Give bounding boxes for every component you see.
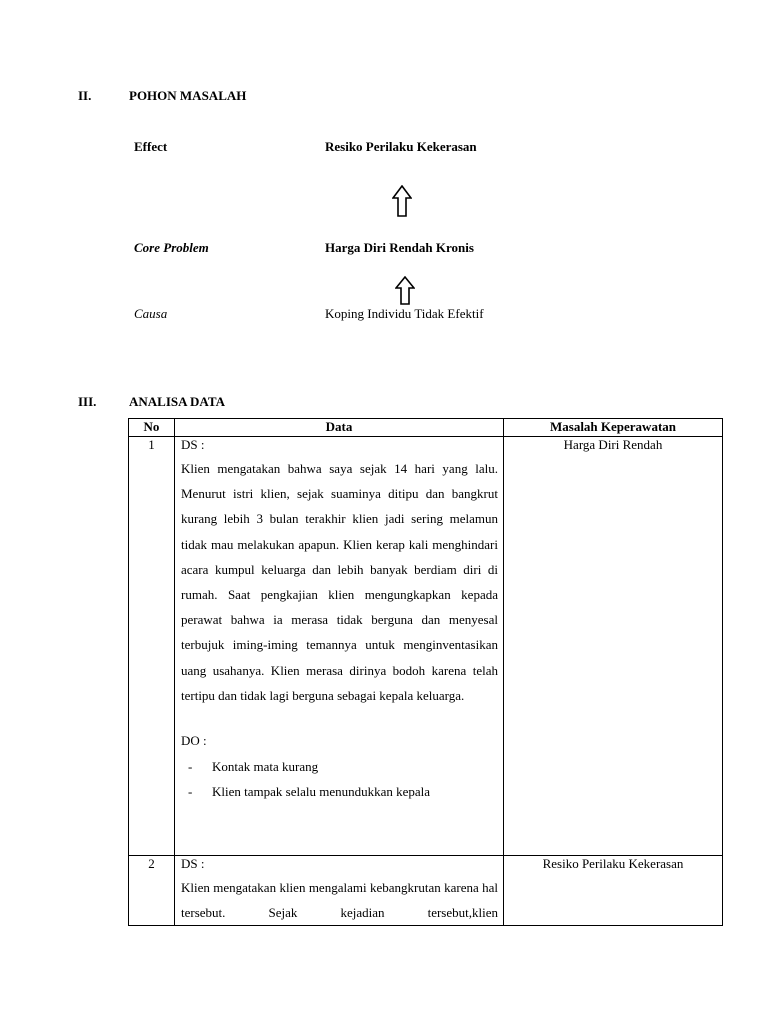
section2-number: II.: [78, 88, 92, 103]
masalah-cell: Harga Diri Rendah: [504, 437, 723, 856]
row-number: 1: [129, 437, 175, 856]
list-item: - Klien tampak selalu menundukkan kepala: [188, 784, 431, 800]
section3-title: ANALISA DATA: [129, 394, 225, 409]
ds-label: DS :: [181, 437, 205, 452]
ds-text: Klien mengatakan bahwa saya sejak 14 hari yang lalu. Menurut istri klien, sejak suaminya ditipu dan bangkrut kurang lebih 3 bulan terakhir klien jadi sering melamun tidak mau melakukan apapun. Klien kerap kali menghindari acara kumpul keluarga dan lebih banyak berdiam diri di rumah. Saat pengkajian klien mengungkapkan kepada perawat bahwa ia merasa tidak berguna dan menyesal terbujuk iming-iming temannya untuk menginventasikan uang usahanya. Klien merasa dirinya bodoh karena telah tertipu dan tidak lagi berguna sebagai kepala keluarga.: [181, 461, 498, 703]
data-cell: [175, 856, 504, 926]
table-row: [129, 437, 723, 856]
section2-title: POHON MASALAH: [129, 88, 247, 103]
causa-value: Koping Individu Tidak Efektif: [325, 306, 484, 321]
section3-number: III.: [78, 394, 97, 409]
effect-value: Resiko Perilaku Kekerasan: [325, 139, 477, 154]
core-problem-value: Harga Diri Rendah Kronis: [325, 240, 474, 255]
list-item: - Kontak mata kurang: [188, 759, 319, 775]
table-header-row: [129, 419, 723, 437]
effect-label: Effect: [134, 139, 168, 154]
up-arrow-icon: [392, 185, 412, 217]
core-problem-label: Core Problem: [134, 240, 209, 255]
do-list: [181, 754, 498, 804]
header-data: Data: [175, 419, 504, 437]
up-arrow-icon: [395, 276, 415, 305]
header-masalah: Masalah Keperawatan: [504, 419, 723, 437]
do-label: DO :: [181, 733, 207, 749]
header-no: No: [129, 419, 175, 437]
ds-text: Klien mengatakan klien mengalami kebangkrutan karena hal tersebut. Sejak kejadian tersebut,klien: [181, 880, 498, 921]
masalah-cell: Resiko Perilaku Kekerasan: [504, 856, 723, 926]
data-cell: [175, 437, 504, 856]
table-row: [129, 856, 723, 926]
do-item-text: Kontak mata kurang: [212, 759, 319, 775]
row-number: 2: [129, 856, 175, 926]
do-item-text: Klien tampak selalu menundukkan kepala: [212, 784, 431, 800]
ds-label: DS :: [181, 856, 205, 871]
causa-label: Causa: [134, 306, 168, 321]
analisa-data-table: [128, 418, 723, 926]
